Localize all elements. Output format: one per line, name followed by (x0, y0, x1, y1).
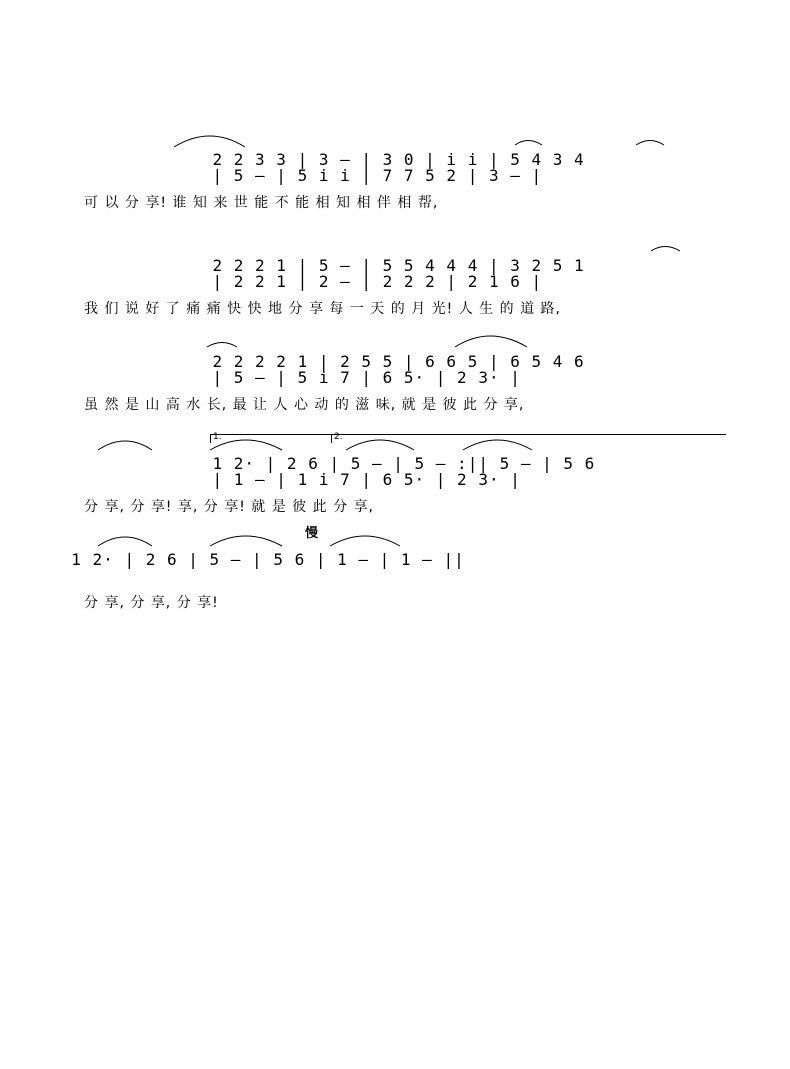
lyrics-row-5: 分 享, 分 享, 分 享! (84, 595, 219, 611)
notation-row-2: 2 2 2 1 | 5 – | 5 5 4 4 4 | 3 2 5 1 | 2 2 1 | 2 – | 2 2 2 | 2 1 6 | (212, 256, 585, 291)
tempo-marking: 慢 (305, 526, 319, 541)
notation-row-3: 2 2 2 2 1 | 2 5 5 | 6 6 5 | 6 5 4 6 | 5 – | 5 i 7 | 6 5· | 2 3· | (212, 352, 585, 387)
lyrics-row-2: 我 们 说 好 了 痛 痛 快 快 地 分 享 每 一 天 的 月 光! 人 生 的 道 路, (84, 301, 561, 317)
volta-1-bracket (210, 434, 332, 443)
notation-row-1: 2 2 3 3 | 3 – | 3 0 | i i | 5 4 3 4 | 5 – | 5 i i | 7 7 5 2 | 3 – | (212, 150, 585, 185)
lyrics-row-1: 可 以 分 享! 谁 知 来 世 能 不 能 相 知 相 伴 相 帮, (84, 195, 439, 211)
score-row-5 (0, 526, 790, 612)
volta-1-label: 1. (213, 432, 222, 442)
volta-2-label: 2. (334, 432, 343, 442)
volta-2-bracket (331, 434, 726, 443)
lyrics-row-3: 虽 然 是 山 高 水 长, 最 让 人 心 动 的 滋 味, 就 是 彼 此 分 享, (84, 397, 525, 413)
score-row-3 (0, 354, 790, 414)
notation-row-5: 1 2· | 2 6 | 5 – | 5 6 | 1 – | 1 – || (71, 550, 465, 569)
score-row-1 (0, 152, 790, 212)
score-row-2 (0, 258, 790, 318)
notation-row-4: 1 2· | 2 6 | 5 – | 5 – :|| 5 – | 5 6 | 1 – | 1 i 7 | 6 5· | 2 3· | (212, 454, 596, 489)
lyrics-row-4: 分 享, 分 享! 享, 分 享! 就 是 彼 此 分 享, (84, 499, 374, 515)
score-row-4 (0, 432, 790, 516)
